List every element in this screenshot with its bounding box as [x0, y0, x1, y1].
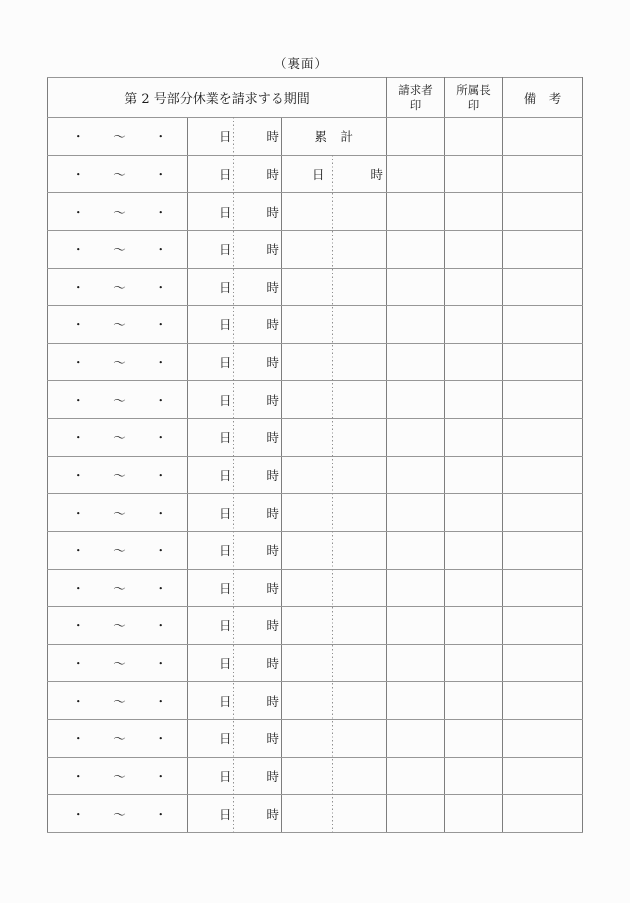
supervisor-seal-cell	[445, 494, 503, 532]
period-end-dot: ・	[154, 279, 167, 295]
remarks-cell	[503, 381, 583, 419]
period-end-dot: ・	[154, 693, 167, 709]
cumulative-cell	[282, 720, 387, 758]
supervisor-seal-cell	[445, 193, 503, 231]
period-cell	[48, 155, 188, 193]
remarks-cell	[503, 757, 583, 795]
supervisor-seal-cell	[445, 419, 503, 457]
table-header-row	[48, 78, 583, 118]
table-row	[48, 644, 583, 682]
period-end-dot: ・	[154, 618, 167, 634]
day-hour-cell	[188, 381, 282, 419]
requester-seal-cell	[387, 607, 445, 645]
hour-label: 時	[266, 543, 279, 559]
period-cell	[48, 569, 188, 607]
requester-seal-cell	[387, 795, 445, 833]
period-start-dot: ・	[72, 806, 85, 822]
period-start-dot: ・	[72, 618, 85, 634]
period-end-dot: ・	[154, 656, 167, 672]
day-label: 日	[219, 543, 232, 559]
day-label: 日	[219, 279, 232, 295]
remarks-cell	[503, 268, 583, 306]
supervisor-seal-cell	[445, 644, 503, 682]
period-end-dot: ・	[154, 768, 167, 784]
period-cell	[48, 795, 188, 833]
cumulative-hour-label: 時	[370, 166, 384, 182]
period-cell	[48, 193, 188, 231]
table-row	[48, 193, 583, 231]
requester-seal-cell	[387, 381, 445, 419]
cumulative-cell	[282, 757, 387, 795]
hour-label: 時	[266, 618, 279, 634]
period-tilde: ～	[113, 279, 126, 295]
period-tilde: ～	[113, 355, 126, 371]
period-cell	[48, 682, 188, 720]
period-end-dot: ・	[154, 467, 167, 483]
period-start-dot: ・	[72, 355, 85, 371]
period-end-dot: ・	[154, 543, 167, 559]
period-cell	[48, 118, 188, 156]
period-start-dot: ・	[72, 204, 85, 220]
remarks-cell	[503, 118, 583, 156]
table-row	[48, 607, 583, 645]
remarks-cell	[503, 531, 583, 569]
table-row	[48, 118, 583, 156]
hour-label: 時	[266, 355, 279, 371]
remarks-cell	[503, 682, 583, 720]
day-label: 日	[219, 806, 232, 822]
period-end-dot: ・	[154, 317, 167, 333]
day-hour-cell	[188, 193, 282, 231]
period-end-dot: ・	[154, 166, 167, 182]
remarks-cell	[503, 419, 583, 457]
requester-seal-cell	[387, 720, 445, 758]
supervisor-seal-cell	[445, 607, 503, 645]
day-label: 日	[219, 166, 232, 182]
period-cell	[48, 644, 188, 682]
period-end-dot: ・	[154, 392, 167, 408]
hour-label: 時	[266, 731, 279, 747]
period-cell	[48, 419, 188, 457]
day-hour-cell	[188, 419, 282, 457]
cumulative-cell	[282, 795, 387, 833]
period-tilde: ～	[113, 618, 126, 634]
cumulative-cell	[282, 494, 387, 532]
day-label: 日	[219, 693, 232, 709]
period-start-dot: ・	[72, 129, 85, 145]
hour-label: 時	[266, 656, 279, 672]
cumulative-cell	[282, 343, 387, 381]
period-cell	[48, 607, 188, 645]
cumulative-cell	[282, 569, 387, 607]
cumulative-cell	[282, 419, 387, 457]
period-cell	[48, 230, 188, 268]
day-hour-cell	[188, 230, 282, 268]
hour-label: 時	[266, 204, 279, 220]
requester-seal-cell	[387, 419, 445, 457]
day-hour-cell	[188, 531, 282, 569]
cumulative-cell	[282, 306, 387, 344]
day-label: 日	[219, 430, 232, 446]
period-cell	[48, 757, 188, 795]
remarks-cell	[503, 456, 583, 494]
period-start-dot: ・	[72, 242, 85, 258]
table-row	[48, 230, 583, 268]
table-row	[48, 419, 583, 457]
hour-label: 時	[266, 129, 279, 145]
period-tilde: ～	[113, 656, 126, 672]
day-hour-cell	[188, 343, 282, 381]
cumulative-cell	[282, 682, 387, 720]
period-start-dot: ・	[72, 656, 85, 672]
table-row	[48, 795, 583, 833]
period-cell	[48, 381, 188, 419]
period-tilde: ～	[113, 806, 126, 822]
supervisor-seal-header-cell	[445, 78, 503, 118]
supervisor-seal-cell	[445, 795, 503, 833]
period-cell	[48, 268, 188, 306]
period-tilde: ～	[113, 580, 126, 596]
period-start-dot: ・	[72, 768, 85, 784]
period-tilde: ～	[113, 467, 126, 483]
hour-label: 時	[266, 279, 279, 295]
period-end-dot: ・	[154, 505, 167, 521]
remarks-cell	[503, 569, 583, 607]
period-start-dot: ・	[72, 693, 85, 709]
remarks-header-cell	[503, 78, 583, 118]
period-end-dot: ・	[154, 806, 167, 822]
remarks-cell	[503, 720, 583, 758]
period-start-dot: ・	[72, 430, 85, 446]
period-tilde: ～	[113, 317, 126, 333]
table-row	[48, 381, 583, 419]
hour-label: 時	[266, 467, 279, 483]
hour-label: 時	[266, 806, 279, 822]
period-tilde: ～	[113, 430, 126, 446]
back-side-label: （裏面）	[273, 56, 328, 71]
remarks-cell	[503, 607, 583, 645]
cumulative-cell	[282, 268, 387, 306]
period-start-dot: ・	[72, 467, 85, 483]
supervisor-seal-cell	[445, 268, 503, 306]
table-row	[48, 682, 583, 720]
remarks-cell	[503, 155, 583, 193]
table-row	[48, 268, 583, 306]
period-end-dot: ・	[154, 580, 167, 596]
day-label: 日	[219, 580, 232, 596]
day-hour-cell	[188, 795, 282, 833]
requester-seal-cell	[387, 569, 445, 607]
period-tilde: ～	[113, 505, 126, 521]
cumulative-cell	[282, 644, 387, 682]
supervisor-seal-cell	[445, 720, 503, 758]
period-cell	[48, 343, 188, 381]
requester-seal-cell	[387, 343, 445, 381]
hour-label: 時	[266, 430, 279, 446]
day-hour-cell	[188, 118, 282, 156]
requester-seal-header-cell	[387, 78, 445, 118]
day-hour-cell	[188, 268, 282, 306]
period-tilde: ～	[113, 693, 126, 709]
period-tilde: ～	[113, 242, 126, 258]
day-hour-cell	[188, 644, 282, 682]
table-row	[48, 343, 583, 381]
supervisor-seal-cell	[445, 306, 503, 344]
requester-seal-cell	[387, 306, 445, 344]
period-start-dot: ・	[72, 166, 85, 182]
period-cell	[48, 494, 188, 532]
day-hour-cell	[188, 720, 282, 758]
partial-leave-request-table	[47, 77, 583, 833]
table-row	[48, 757, 583, 795]
day-label: 日	[219, 505, 232, 521]
table-row	[48, 494, 583, 532]
period-cell	[48, 531, 188, 569]
table-row	[48, 569, 583, 607]
supervisor-seal-cell	[445, 531, 503, 569]
requester-seal-cell	[387, 268, 445, 306]
requester-seal-cell	[387, 230, 445, 268]
hour-label: 時	[266, 693, 279, 709]
cumulative-total-label: 累 計	[314, 129, 354, 145]
cumulative-cell	[282, 118, 387, 156]
period-start-dot: ・	[72, 392, 85, 408]
period-title: 第 2 号部分休業を請求する期間	[124, 92, 310, 108]
period-end-dot: ・	[154, 242, 167, 258]
supervisor-seal-header-line1: 所属長	[456, 82, 491, 97]
period-start-dot: ・	[72, 731, 85, 747]
period-tilde: ～	[113, 204, 126, 220]
day-label: 日	[219, 204, 232, 220]
day-label: 日	[219, 355, 232, 371]
period-end-dot: ・	[154, 355, 167, 371]
period-tilde: ～	[113, 731, 126, 747]
table-row	[48, 155, 583, 193]
requester-seal-cell	[387, 757, 445, 795]
day-label: 日	[219, 392, 232, 408]
remarks-cell	[503, 644, 583, 682]
period-end-dot: ・	[154, 204, 167, 220]
cumulative-cell	[282, 381, 387, 419]
day-hour-cell	[188, 155, 282, 193]
requester-seal-cell	[387, 193, 445, 231]
supervisor-seal-cell	[445, 230, 503, 268]
day-hour-cell	[188, 569, 282, 607]
table-row	[48, 456, 583, 494]
requester-seal-cell	[387, 118, 445, 156]
remarks-cell	[503, 494, 583, 532]
day-label: 日	[219, 129, 232, 145]
requester-seal-cell	[387, 682, 445, 720]
remarks-header: 備 考	[523, 90, 562, 106]
period-end-dot: ・	[154, 129, 167, 145]
cumulative-cell	[282, 193, 387, 231]
cumulative-cell	[282, 155, 387, 193]
requester-seal-cell	[387, 531, 445, 569]
remarks-cell	[503, 343, 583, 381]
requester-seal-header-line2: 印	[409, 97, 422, 112]
period-start-dot: ・	[72, 317, 85, 333]
requester-seal-cell	[387, 456, 445, 494]
requester-seal-cell	[387, 644, 445, 682]
day-label: 日	[219, 731, 232, 747]
supervisor-seal-cell	[445, 118, 503, 156]
hour-label: 時	[266, 392, 279, 408]
cumulative-cell	[282, 456, 387, 494]
day-label: 日	[219, 618, 232, 634]
remarks-cell	[503, 306, 583, 344]
hour-label: 時	[266, 768, 279, 784]
hour-label: 時	[266, 242, 279, 258]
day-label: 日	[219, 317, 232, 333]
cumulative-cell	[282, 531, 387, 569]
hour-label: 時	[266, 505, 279, 521]
day-hour-cell	[188, 456, 282, 494]
period-title-cell	[48, 78, 387, 118]
requester-seal-cell	[387, 494, 445, 532]
remarks-cell	[503, 230, 583, 268]
day-hour-cell	[188, 494, 282, 532]
day-label: 日	[219, 768, 232, 784]
supervisor-seal-cell	[445, 757, 503, 795]
period-end-dot: ・	[154, 430, 167, 446]
period-start-dot: ・	[72, 279, 85, 295]
day-label: 日	[219, 467, 232, 483]
period-start-dot: ・	[72, 543, 85, 559]
requester-seal-header-line1: 請求者	[398, 82, 433, 97]
remarks-cell	[503, 795, 583, 833]
period-cell	[48, 456, 188, 494]
cumulative-cell	[282, 230, 387, 268]
period-tilde: ～	[113, 543, 126, 559]
day-hour-cell	[188, 757, 282, 795]
period-tilde: ～	[113, 129, 126, 145]
table-row	[48, 306, 583, 344]
hour-label: 時	[266, 166, 279, 182]
day-label: 日	[219, 656, 232, 672]
requester-seal-cell	[387, 155, 445, 193]
period-cell	[48, 306, 188, 344]
table-row	[48, 531, 583, 569]
supervisor-seal-cell	[445, 381, 503, 419]
hour-label: 時	[266, 580, 279, 596]
hour-label: 時	[266, 317, 279, 333]
day-label: 日	[219, 242, 232, 258]
period-start-dot: ・	[72, 580, 85, 596]
period-end-dot: ・	[154, 731, 167, 747]
period-start-dot: ・	[72, 505, 85, 521]
supervisor-seal-cell	[445, 155, 503, 193]
supervisor-seal-cell	[445, 456, 503, 494]
period-cell	[48, 720, 188, 758]
day-hour-cell	[188, 682, 282, 720]
remarks-cell	[503, 193, 583, 231]
period-tilde: ～	[113, 392, 126, 408]
supervisor-seal-header-line2: 印	[467, 97, 480, 112]
supervisor-seal-cell	[445, 343, 503, 381]
day-hour-cell	[188, 607, 282, 645]
table-row	[48, 720, 583, 758]
period-tilde: ～	[113, 768, 126, 784]
supervisor-seal-cell	[445, 569, 503, 607]
supervisor-seal-cell	[445, 682, 503, 720]
cumulative-cell	[282, 607, 387, 645]
cumulative-day-label: 日	[312, 166, 325, 182]
day-hour-cell	[188, 306, 282, 344]
period-tilde: ～	[113, 166, 126, 182]
